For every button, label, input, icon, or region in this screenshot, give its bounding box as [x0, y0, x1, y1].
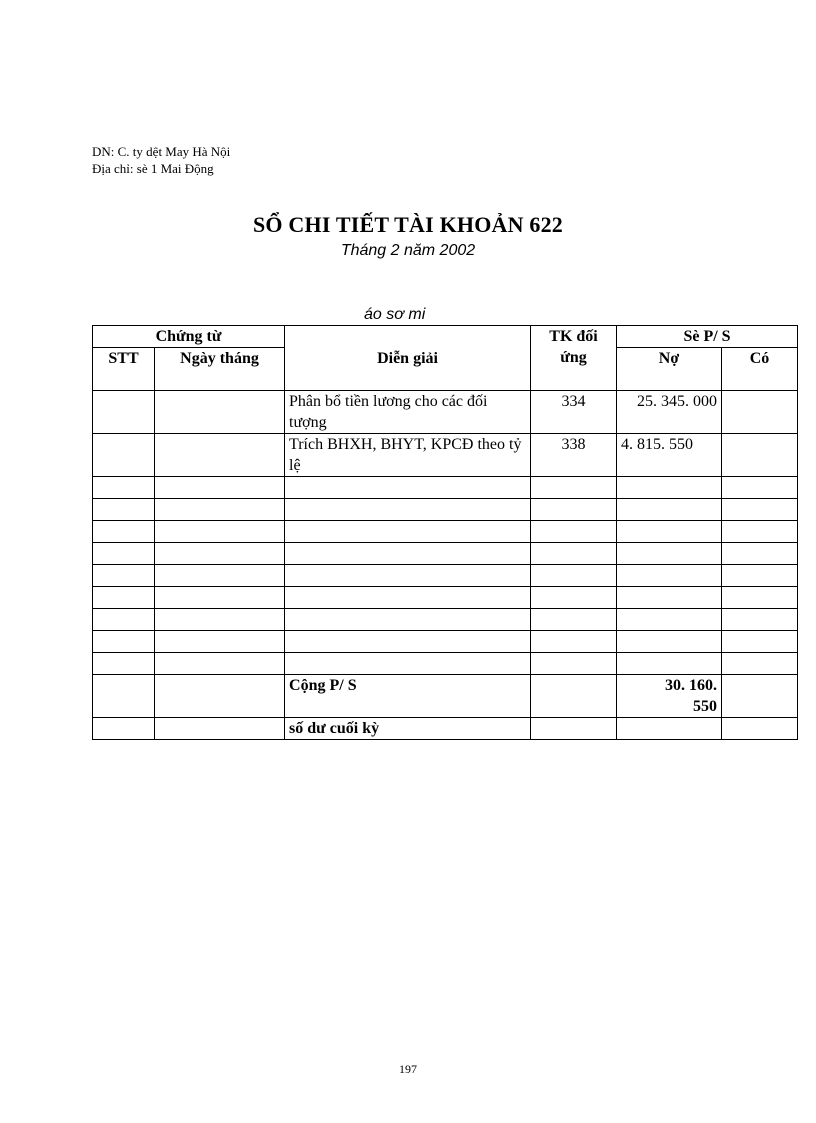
- empty-row: [93, 565, 798, 587]
- ledger-table: [92, 325, 798, 740]
- empty-row: [93, 477, 798, 499]
- total-co: [722, 675, 798, 718]
- header-stt: STT: [93, 348, 155, 391]
- header-co: Có: [722, 348, 798, 391]
- company-name: DN: C. ty dệt May Hà Nội: [92, 144, 231, 159]
- cell-dien-giai: Phân bổ tiền lương cho các đối tượng: [285, 391, 531, 434]
- table-row: [93, 391, 798, 434]
- cell-ngay: [155, 391, 285, 434]
- table-row: [93, 434, 798, 477]
- total-label: Cộng P/ S: [285, 675, 531, 718]
- company-address: Địa chỉ: sè 1 Mai Động: [92, 161, 214, 176]
- closing-label: số dư cuối kỳ: [285, 718, 531, 740]
- product-label: áo sơ mi: [364, 306, 426, 323]
- cell-co: [722, 391, 798, 434]
- cell-stt: [93, 391, 155, 434]
- header-ngay-thang: Ngày tháng: [155, 348, 285, 391]
- header-tk-doi-ung: TK đối ứng: [531, 326, 617, 391]
- header-dien-giai: Diễn giải: [285, 326, 531, 391]
- page-subtitle: Tháng 2 năm 2002: [340, 242, 476, 259]
- page-number: 197: [399, 1062, 417, 1076]
- cell-ngay: [155, 434, 285, 477]
- page-title: SỔ CHI TIẾT TÀI KHOẢN 622: [252, 212, 564, 237]
- closing-row: [93, 718, 798, 740]
- total-no: 30. 160. 550: [617, 675, 722, 718]
- empty-row: [93, 543, 798, 565]
- empty-row: [93, 653, 798, 675]
- cell-tk: 338: [531, 434, 617, 477]
- header-so-ps: Sè P/ S: [617, 326, 798, 348]
- header-no: Nợ: [617, 348, 722, 391]
- empty-row: [93, 499, 798, 521]
- empty-row: [93, 631, 798, 653]
- cell-stt: [93, 434, 155, 477]
- empty-row: [93, 587, 798, 609]
- cell-tk: 334: [531, 391, 617, 434]
- cell-no: 25. 345. 000: [617, 391, 722, 434]
- empty-row: [93, 521, 798, 543]
- header-chung-tu: Chứng từ: [93, 326, 285, 348]
- empty-row: [93, 609, 798, 631]
- cell-co: [722, 434, 798, 477]
- document-header: [92, 143, 230, 177]
- cell-dien-giai: Trích BHXH, BHYT, KPCĐ theo tỷ lệ: [285, 434, 531, 477]
- total-row: [93, 675, 798, 718]
- cell-no: 4. 815. 550: [617, 434, 722, 477]
